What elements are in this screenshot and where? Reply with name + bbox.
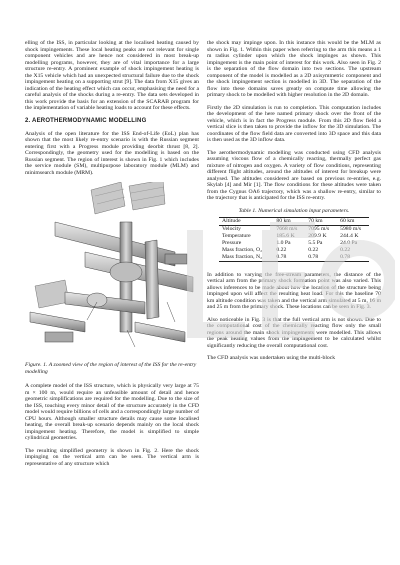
table-cell: 209.9 K xyxy=(308,233,327,239)
table-row xyxy=(219,254,369,262)
figure-iss-model xyxy=(25,182,199,358)
right-column xyxy=(207,40,381,368)
table-cell: 0.22 xyxy=(308,247,319,253)
table-cell: 0.78 xyxy=(340,254,351,260)
table-header: Altitude xyxy=(222,218,241,224)
table-cell: 5980 m/s xyxy=(340,226,362,232)
table-cell: Mass fraction, O₂ xyxy=(222,247,263,253)
table-cell: 244.4 K xyxy=(340,233,359,239)
table-cell: 0.78 xyxy=(276,254,287,260)
table-cell: Temperature xyxy=(222,233,251,239)
figure-caption: Figure. 1. A zoomed view of the region of interest of the ISS for the re-entry modelling xyxy=(25,362,197,375)
table-caption: Table 1. Numerical simulation input parameters. xyxy=(238,207,350,214)
paragraph-intro: elling of the ISS, in particular looking at the localised heating caused by shock impingements. These local heating peaks are not relevant for single component vehicles and are hence not considered in most break-up modelling programs, however, they are of vital importance for a large structure re-entry. A prominent example of shock impingement heating is the X15 vehicle which had an unexpected structural failure due to the shock impingement heating on a supporting strut [9]. The data from X15 gives an indication of the heating effect which can occur, emphasising the need for a careful analysis of the shocks during a re-entry. The data sets developed in this work provide the basis for an extension of the SCARAB program for the implementation of variable heating loads to account for these effects. xyxy=(25,40,199,111)
iss-geometry-illustration xyxy=(25,182,199,358)
table-cell: 185.6 K xyxy=(276,233,295,239)
table-header: 80 km xyxy=(276,218,291,224)
table-cell: 24.0 Pa xyxy=(340,240,358,246)
table-row xyxy=(219,247,369,254)
section-heading: 2. AEROTHERMODYNAMIC MODELLING xyxy=(25,117,147,124)
table-cell: Mass fraction, N₂ xyxy=(222,254,263,260)
paragraph-analysis: Analysis of the open literature for the ISS End-of-Life (EoL) plan has shown that the most likely re-entry scenario is with the Russian segment entering first with a Progress module providing deorbit thrust [8, 2]. Correspondingly, the geometry used for the modelling is based on the Russian segment. The region of interest is shown in Fig. 1 which includes the service module (SM), multipurpose laboratory module (MLM) and minimsearch module (MRM). xyxy=(25,130,199,176)
table-cell: 0.78 xyxy=(308,254,319,260)
paragraph-cfd: The CFD analysis was undertaken using the multi-block xyxy=(207,355,336,361)
table-cell: 0.22 xyxy=(276,247,287,253)
paragraph-firstly: Firstly the 2D simulation is run to completion. This computation includes the development of the here named primary shock over the front of the vehicle, which is in fact the Progress module. From this 2D flow field a vertical slice is then taken to provide the inflow for the 3D simulation. The coordinates of the flow field data are converted into 3D space and this data is then used as the 3D inflow data. xyxy=(207,104,381,143)
table-cell: 7668 m/s xyxy=(276,226,298,232)
table-cell: 0.22 xyxy=(340,247,351,253)
table-header-row xyxy=(219,217,369,225)
paragraph-aerothermo: The aerothermodynamic modelling was conducted using CFD analysis assuming viscous flow of a chemically reacting, thermally perfect gas mixture of nitrogen and oxygen. A variety of flow conditions, representing different flight altitudes, around the altitudes of interest for breakup were analysed. The altitudes considered are based on previous re-entries, e.g. Skylab [4] and Mir [1]. The flow conditions for these altitudes were taken from the Cygnus OA6 trajectory, which was a shallow re-entry, similar to the trajectory that is anticipated for the ISS re-entry. xyxy=(207,149,381,201)
paragraph-complete-model: A complete model of the ISS structure, which is physically very large at 75 m × 100 m, would require an unfeasible amount of detail and hence geometric simplifications are required for the modelling. Due to the size of the ISS, touching every minor detail of the structure accurately in the CFD model would require billions of cells and a correspondingly large number of CPU hours. Although smaller structure details may cause some localised heating, the overall break-up scenario depends mainly on the local shock impingement heating. Therefore, the model is simplified to simple cylindrical geometries. xyxy=(25,383,199,441)
table-row xyxy=(219,225,369,233)
table-cell: 5.5 Pa xyxy=(308,240,323,246)
table-cell: 1.0 Pa xyxy=(276,240,291,246)
table-row xyxy=(219,233,369,240)
table-row xyxy=(219,240,369,247)
parameters-table xyxy=(219,217,369,262)
table-cell: Pressure xyxy=(222,240,242,246)
table-cell: 7095 m/s xyxy=(308,226,330,232)
table-cell: Velocity xyxy=(222,226,241,232)
paragraph-shock: the shock may impinge upon. In this instance this would be the MLM as shown in Fig. 1. Within this paper when referring to the arm this means a 1 m radius cylinder upon which the shock impinges as shown. This impingement is the main point of interest for this work. Also seen in Fig. 2 is the separation of the flow domain into two sections. The upstream component of the model is modelled as a 2D axisymmetric component and the shock impingement section is modelled in 3D. The separation of the flow into these domains saves greatly on compute time allowing the primary shock to be modelled with higher resolution in the 2D domain. xyxy=(207,40,381,98)
paragraph-also-noticeable: Also noticeable in Fig. 3 is that the full vertical arm is not shown. Due to the computational cost of the chemically reacting flow only the small regions around the main shock impingements were modelled. This allows the peak heating values from the impingement to be calculated whilst significantly reducing the overall computational cost. xyxy=(207,316,381,349)
table-header: 60 km xyxy=(340,218,355,224)
paragraph-resulting-geometry: The resulting simplified geometry is shown in Fig. 2. Here the shock impinging on the vertical arm can be seen. The vertical arm is representative of any structure which xyxy=(25,447,199,467)
paragraph-addition: In addition to varying the free-stream parameters, the distance of the vertical arm from the primary shock formation point was also varied. This allows inferences to be made about how the location of the structure being impinged upon will affect the resulting heat load. For this the baseline 70 km altitude condition was taken and the vertical arm simulated at 5 m, 16 m and 25 m from the primary shock. These locations can be seen in Fig. 3. xyxy=(207,271,381,310)
table-header: 70 km xyxy=(308,218,323,224)
left-column xyxy=(25,40,199,473)
